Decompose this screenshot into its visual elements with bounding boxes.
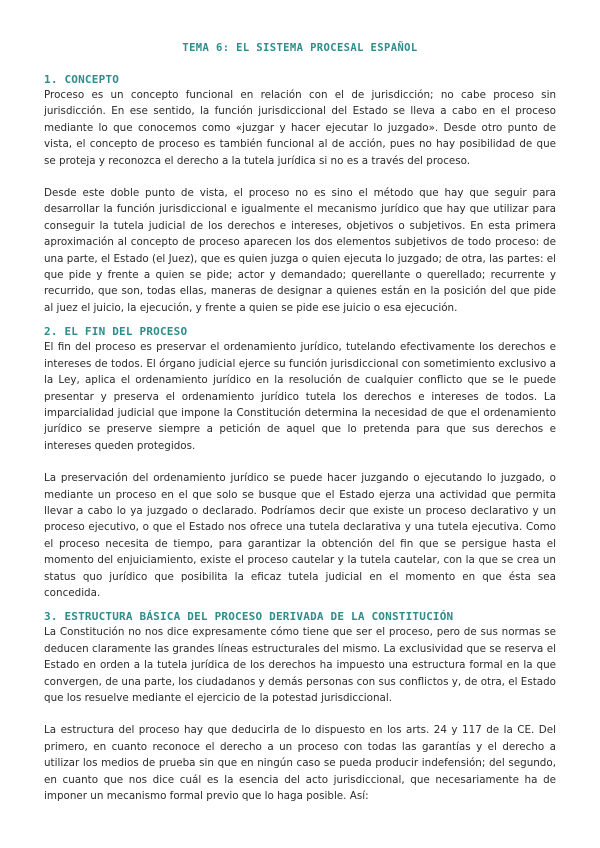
paragraph: Proceso es un concepto funcional en relación con el de jurisdicción; no cabe proceso sin jurisdicción. En ese sentido, la función jurisdiccional del Estado se lleva a cabo en el proceso mediante lo que conocemos como «juzgar y hacer ejecutar lo juzgado». Desde otro punto de vista, el concepto de proceso es también funcional al de acción, pues no hay posibilidad de que se proteja y reconozca el derecho a la tutela jurídica si no es a través del proceso. <box>44 89 556 167</box>
section-heading: 1. CONCEPTO <box>44 73 120 86</box>
section-estructura-basica <box>44 610 556 804</box>
section-heading: 3. ESTRUCTURA BÁSICA DEL PROCESO DERIVADA DE LA CONSTITUCIÓN <box>44 610 454 624</box>
section-fin-del-proceso <box>44 325 556 601</box>
paragraph: El fin del proceso es preservar el ordenamiento jurídico, tutelando efectivamente los derechos e intereses de todos. El órgano judicial ejerce su función jurisdiccional con sometimiento exclusivo a la Ley, aplica el ordenamiento jurídico en la resolución de cualquier conflicto que se le puede presentar y preserva el ordenamiento jurídico tutela los derechos e intereses de todos. La imparcialidad judicial que impone la Constitución determina la necesidad de que el ordenamiento jurídico se preserve siempre a petición de aquel que lo pretenda para que sus derechos e intereses queden protegidos. <box>44 341 556 452</box>
section-concepto <box>44 73 556 316</box>
paragraph: La estructura del proceso hay que deducirla de lo dispuesto en los arts. 24 y 117 de la CE. Del primero, en cuanto reconoce el derecho a un proceso con todas las garantías y el derecho a utilizar los medios de prueba sin que en ningún caso se pueda producir indefensión; del segundo, en cuanto que nos dice cuál es la esencia del acto jurisdiccional, que necesariamente ha de imponer un mecanismo formal previo que lo haga posible. Así: <box>44 724 556 803</box>
paragraph: Desde este doble punto de vista, el proceso no es sino el método que hay que seguir para desarrollar la función jurisdiccional e igualmente el mecanismo jurídico que hay que utilizar para conseguir la tutela judicial de los derechos e intereses, objetivos o subjetivos. En esta primera aproximación al concepto de proceso aparecen los dos elementos subjetivos de todo proceso: de una parte, el Estado (el Juez), que es quien juzga o quien ejecuta lo juzgado; de otra, las partes: el que pide y frente a quien se pide; actor y demandado; querellante o querellado; recurrente y recurrido, que son, todas ellas, maneras de designar a quienes están en la posición del que pide al juez el juicio, la ejecución, y frente a quien se pide ese juicio o esa ejecución. <box>44 187 556 314</box>
section-heading: 2. EL FIN DEL PROCESO <box>44 325 188 339</box>
paragraph: La Constitución no nos dice expresamente cómo tiene que ser el proceso, pero de sus normas se deducen claramente las grandes líneas estructurales del mismo. La exclusividad que se reserva el Estado en orden a la tutela jurídica de los derechos ha impuesto una estructura formal en la que convergen, de una parte, los ciudadanos y demás personas con sus conflictos y, de otra, el Estado que los resuelve mediante el ejercicio de la potestad jurisdiccional. <box>44 626 556 704</box>
page-title: TEMA 6: EL SISTEMA PROCESAL ESPAÑOL <box>182 42 418 54</box>
paragraph: La preservación del ordenamiento jurídico se puede hacer juzgando o ejecutando lo juzgado, o mediante un proceso en el que solo se busque que el Estado ejerza una actividad que permita llevar a cabo lo ya juzgado o declarado. Podríamos decir que existe un proceso declarativo y un proceso ejecutivo, o que el Estado nos ofrece una tutela declarativa y una tutela ejecutiva. Como el proceso necesita de tiempo, para garantizar la obtención del fin que se persigue hasta el momento del enjuiciamiento, existe el proceso cautelar y la tutela cautelar, con la que se crea un status quo jurídico que posibilita la eficaz tutela judicial en el momento en que ésta sea concedida. <box>44 472 556 599</box>
